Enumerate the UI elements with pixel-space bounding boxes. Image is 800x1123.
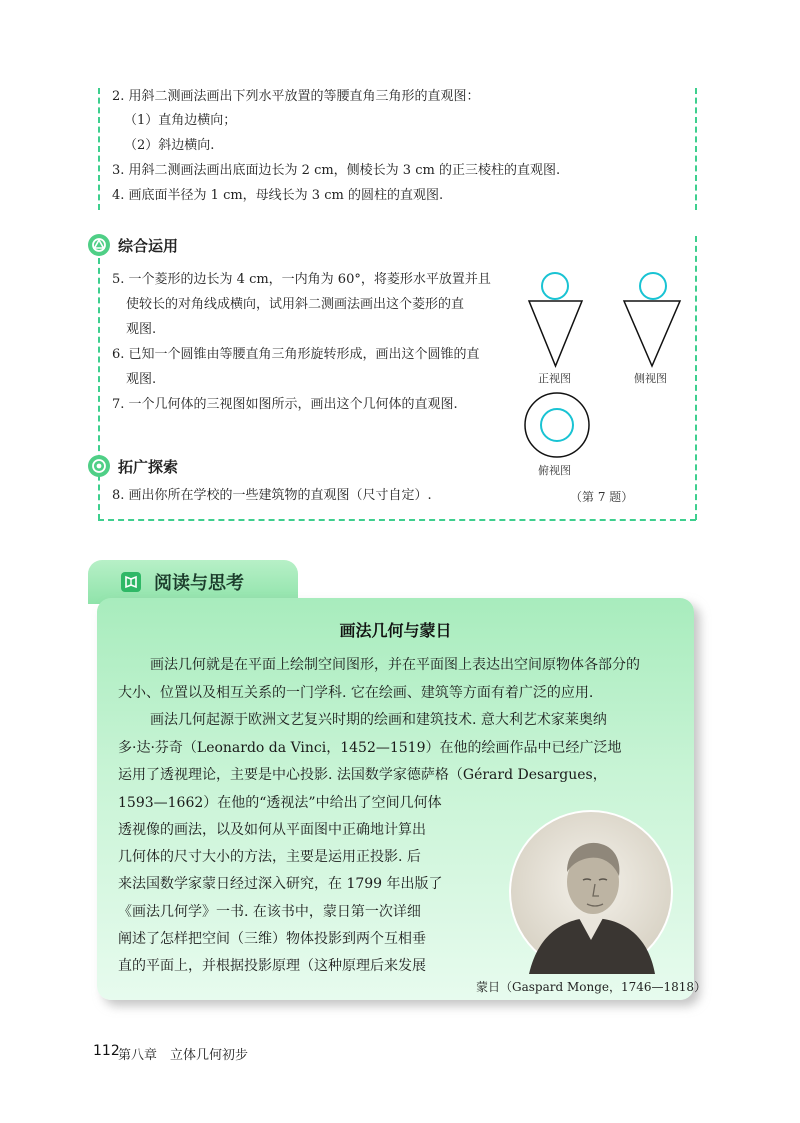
book-icon	[118, 569, 144, 595]
chapter-title: 第八章 立体几何初步	[118, 1048, 249, 1063]
figure-caption: （第 7 题）	[570, 490, 634, 504]
reading-line-11: 阐述了怎样把空间（三维）物体投影到两个互相垂	[118, 931, 426, 947]
comprehensive-header	[88, 234, 178, 256]
front-view-circle	[542, 273, 568, 299]
exercise-4: 4. 画底面半径为 1 cm，母线长为 3 cm 的圆柱的直观图.	[112, 188, 444, 203]
three-view-figure	[520, 268, 690, 468]
reading-line-9: 来法国数学家蒙日经过深入研究，在 1799 年出版了	[118, 876, 443, 892]
front-view-triangle	[529, 301, 582, 366]
exercise-6: 6. 已知一个圆锥由等腰直角三角形旋转形成，画出这个圆锥的直	[112, 347, 480, 362]
side-view-circle	[640, 273, 666, 299]
reading-line-8: 几何体的尺寸大小的方法，主要是运用正投影. 后	[118, 849, 421, 865]
front-view-label: 正视图	[538, 372, 571, 385]
page-number: 112	[93, 1043, 120, 1059]
comprehensive-box-left-border	[98, 258, 100, 520]
reading-line-7: 透视像的画法，以及如何从平面图中正确地计算出	[118, 822, 426, 838]
reading-line-5: 运用了透视理论，主要是中心投影. 法国数学家德萨格（Gérard Desargues，	[118, 767, 607, 783]
explore-title: 拓广探索	[118, 457, 179, 476]
exercise-5: 5. 一个菱形的边长为 4 cm，一内角为 60°，将菱形水平放置并且	[112, 272, 491, 287]
reading-line-12: 直的平面上，并根据投影原理（这种原理后来发展	[118, 958, 426, 974]
top-view-inner-circle	[541, 409, 573, 441]
comprehensive-box-right-border	[695, 236, 697, 520]
triangle-circle-icon	[88, 234, 110, 256]
exercise-2-part-1: （1）直角边横向；	[124, 113, 237, 128]
exercise-5-cont-2: 观图.	[126, 322, 157, 337]
explore-icon	[88, 455, 110, 477]
reading-line-6: 1593—1662）在他的“透视法”中给出了空间几何体	[118, 795, 442, 811]
top-view-outer-circle	[525, 393, 589, 457]
reading-line-3: 画法几何起源于欧洲文艺复兴时期的绘画和建筑技术. 意大利艺术家莱奥纳	[150, 712, 607, 728]
reading-line-1: 画法几何就是在平面上绘制空间图形，并在平面图上表达出空间原物体各部分的	[150, 657, 640, 673]
reading-tab-title: 阅读与思考	[154, 573, 244, 594]
explore-header	[88, 455, 178, 477]
side-view-label: 侧视图	[634, 372, 667, 385]
exercise-5-cont-1: 使较长的对角线成横向，试用斜二测画法画出这个菱形的直	[126, 297, 465, 312]
exercise-3: 3. 用斜二测画法画出底面边长为 2 cm，侧棱长为 3 cm 的正三棱柱的直观图.	[112, 163, 561, 178]
exercise-box-right-border	[695, 88, 697, 210]
comprehensive-title: 综合运用	[118, 236, 179, 255]
exercise-6-cont: 观图.	[126, 372, 157, 387]
top-view-label: 俯视图	[538, 464, 571, 477]
exercise-2: 2. 用斜二测画法画出下列水平放置的等腰直角三角形的直观图：	[112, 89, 480, 104]
exercise-2-part-2: （2）斜边横向.	[124, 138, 215, 153]
portrait-caption: 蒙日（Gaspard Monge，1746—1818）	[476, 980, 707, 994]
reading-line-4: 多·达·芬奇（Leonardo da Vinci，1452—1519）在他的绘画作品中已经广泛地	[118, 740, 622, 756]
reading-line-2: 大小、位置以及相互关系的一门学科. 它在绘画、建筑等方面有着广泛的应用.	[118, 685, 594, 701]
comprehensive-box-bottom-border	[98, 519, 696, 521]
monge-portrait	[509, 810, 673, 974]
reading-line-10: 《画法几何学》一书. 在该书中，蒙日第一次详细	[118, 904, 421, 920]
exercise-7: 7. 一个几何体的三视图如图所示，画出这个几何体的直观图.	[112, 397, 458, 412]
side-view-triangle	[624, 301, 680, 366]
exercise-box-left-border	[98, 88, 100, 210]
reading-title: 画法几何与蒙日	[339, 621, 452, 640]
exercise-8: 8. 画出你所在学校的一些建筑物的直观图（尺寸自定）.	[112, 488, 432, 503]
